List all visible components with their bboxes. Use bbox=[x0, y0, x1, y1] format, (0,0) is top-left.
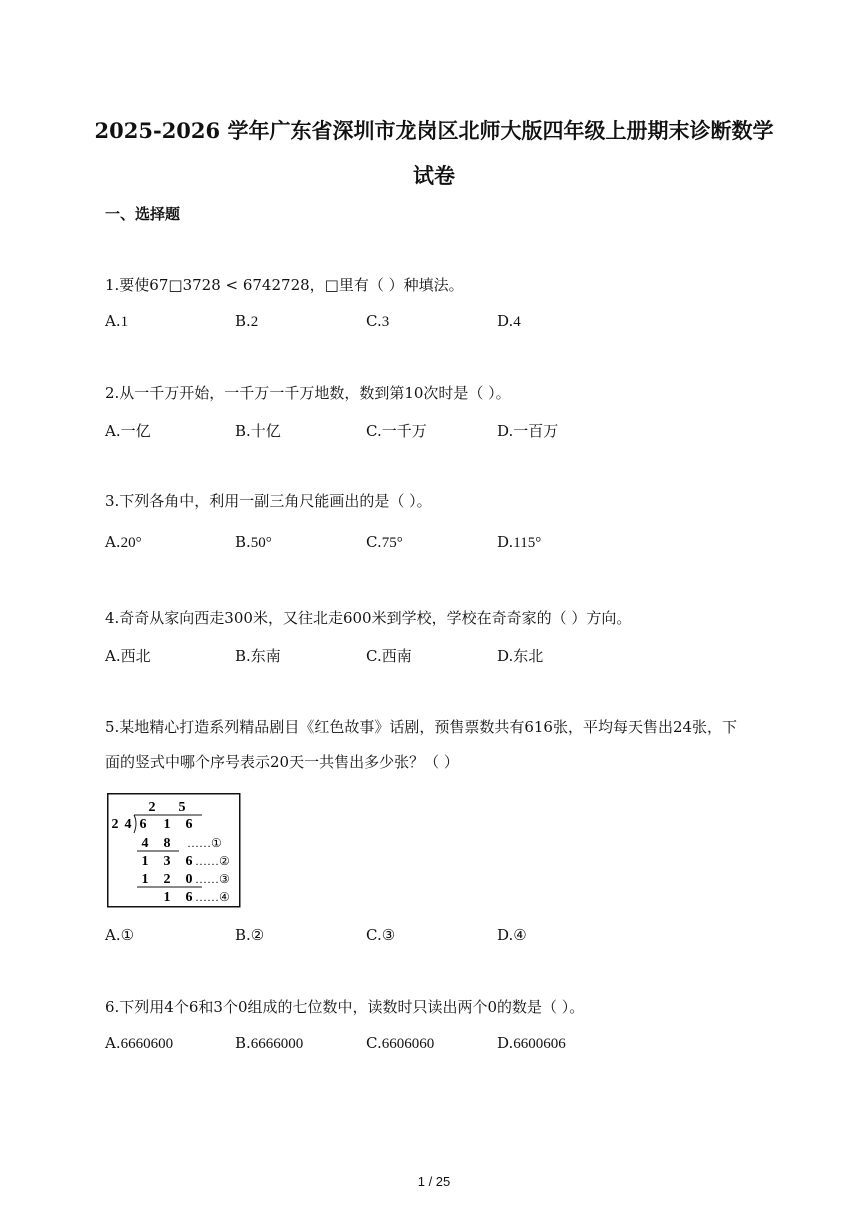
option-d[interactable]: D.4 bbox=[497, 312, 521, 330]
question-3-stem: 3.下列各角中，利用一副三角尺能画出的是（ ）。 bbox=[105, 492, 432, 510]
dividend-digit: 1 bbox=[163, 817, 171, 832]
option-c[interactable]: C.6606060 bbox=[366, 1034, 435, 1052]
long-division-figure bbox=[107, 793, 242, 909]
question-2-options bbox=[105, 420, 705, 444]
option-a[interactable]: A.6660600 bbox=[105, 1034, 174, 1052]
question-5-stem-line2: 面的竖式中哪个序号表示20天一共售出多少张？（ ） bbox=[105, 753, 459, 771]
option-d[interactable]: D.④ bbox=[497, 926, 527, 944]
document-title-line2: 试卷 bbox=[413, 163, 455, 188]
option-b[interactable]: B.东南 bbox=[235, 647, 281, 665]
step-1-mark: ……① bbox=[187, 836, 222, 850]
option-d[interactable]: D.一百万 bbox=[497, 422, 559, 440]
option-b[interactable]: B.十亿 bbox=[235, 422, 281, 440]
step-2-digit: 3 bbox=[163, 854, 171, 869]
question-2-stem: 2.从一千万开始，一千万一千万地数，数到第10次时是（ ）。 bbox=[105, 384, 511, 402]
option-c[interactable]: C.75° bbox=[366, 533, 403, 551]
divisor-digit: 2 bbox=[111, 817, 119, 832]
dividend-digit: 6 bbox=[139, 817, 147, 832]
option-b[interactable]: B.② bbox=[235, 926, 265, 944]
option-b[interactable]: B.50° bbox=[235, 533, 272, 551]
section-heading: 一、选择题 bbox=[105, 205, 181, 223]
option-c[interactable]: C.一千万 bbox=[366, 422, 427, 440]
option-b[interactable]: B.2 bbox=[235, 312, 259, 330]
option-d[interactable]: D.东北 bbox=[497, 647, 544, 665]
question-6-stem: 6.下列用4个6和3个0组成的七位数中，读数时只读出两个0的数是（ ）。 bbox=[105, 998, 585, 1016]
step-1-digit: 8 bbox=[163, 836, 171, 851]
option-a[interactable]: A.西北 bbox=[105, 647, 151, 665]
question-1-options bbox=[105, 312, 705, 336]
question-1-stem: 1.要使67□3728 < 6742728，□里有（ ）种填法。 bbox=[105, 276, 464, 294]
option-b[interactable]: B.6666000 bbox=[235, 1034, 304, 1052]
option-a[interactable]: A.1 bbox=[105, 312, 129, 330]
option-d[interactable]: D.6600606 bbox=[497, 1034, 566, 1052]
question-5-stem: 5.某地精心打造系列精品剧目《红色故事》话剧，预售票数共有616张，平均每天售出24张，下 bbox=[105, 718, 738, 736]
step-4-mark: ……④ bbox=[195, 890, 230, 904]
page-number: 1 / 25 bbox=[417, 1174, 451, 1189]
divisor-digit: 4 bbox=[124, 817, 132, 832]
step-3-digit: 2 bbox=[163, 872, 171, 887]
step-2-mark: ……② bbox=[195, 854, 230, 868]
option-a[interactable]: A.20° bbox=[105, 533, 142, 551]
step-3-digit: 0 bbox=[185, 872, 193, 887]
step-3-digit: 1 bbox=[141, 872, 149, 887]
option-c[interactable]: C.西南 bbox=[366, 647, 412, 665]
quotient-digit: 5 bbox=[178, 800, 186, 815]
step-4-digit: 1 bbox=[163, 890, 171, 905]
question-4-stem: 4.奇奇从家向西走300米，又往北走600米到学校，学校在奇奇家的（ ）方向。 bbox=[105, 609, 632, 627]
document-title-line1: 2025-2026 学年广东省深圳市龙岗区北师大版四年级上册期末诊断数学 bbox=[94, 118, 774, 143]
option-c[interactable]: C.③ bbox=[366, 926, 396, 944]
step-4-digit: 6 bbox=[185, 890, 193, 905]
option-c[interactable]: C.3 bbox=[366, 312, 390, 330]
option-a[interactable]: A.一亿 bbox=[105, 422, 151, 440]
option-a[interactable]: A.① bbox=[105, 926, 135, 944]
option-d[interactable]: D.115° bbox=[497, 533, 542, 551]
question-4-options bbox=[105, 645, 705, 669]
question-3-options bbox=[105, 533, 705, 557]
step-2-digit: 1 bbox=[141, 854, 149, 869]
step-3-mark: ……③ bbox=[195, 872, 230, 886]
step-1-digit: 4 bbox=[141, 836, 149, 851]
quotient-digit: 2 bbox=[148, 800, 156, 815]
question-6-options bbox=[105, 1034, 705, 1058]
dividend-digit: 6 bbox=[185, 817, 193, 832]
step-2-digit: 6 bbox=[185, 854, 193, 869]
question-5-options bbox=[105, 926, 705, 950]
